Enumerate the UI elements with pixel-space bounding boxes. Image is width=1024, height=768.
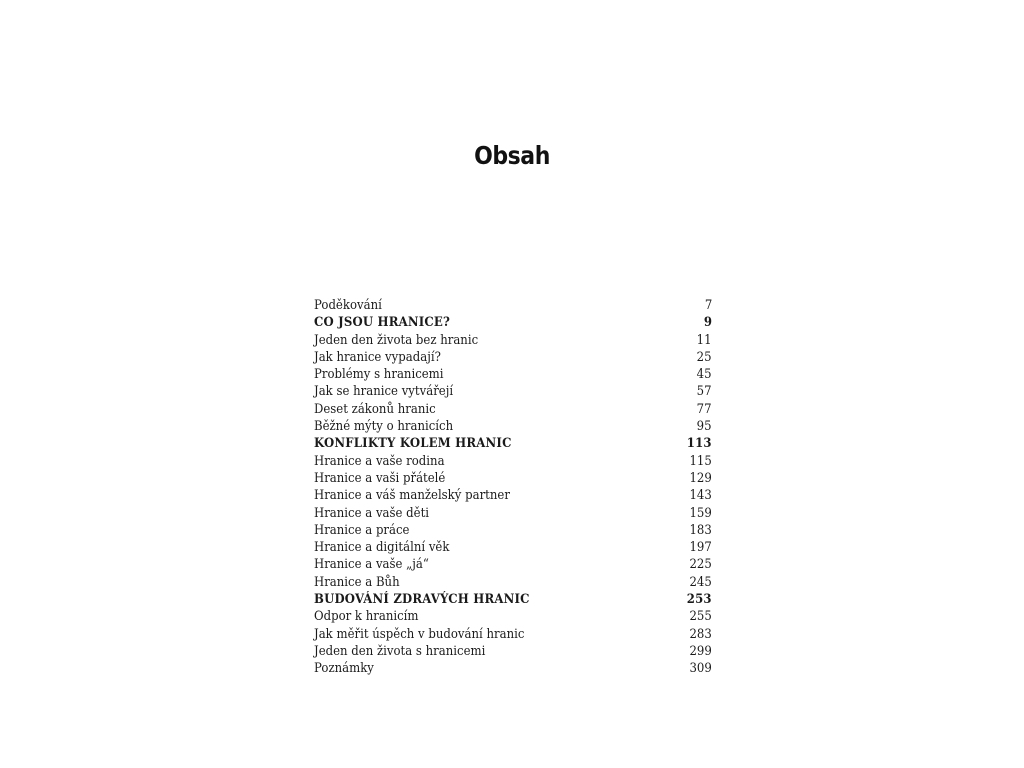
toc-page-number: 245 xyxy=(689,574,712,590)
toc-entry-label: Jak měřit úspěch v budování hranic xyxy=(314,626,525,642)
toc-page-number: 95 xyxy=(697,419,712,435)
toc-page-number: 45 xyxy=(697,367,712,383)
toc-part-heading xyxy=(314,435,712,452)
toc-entry xyxy=(314,297,712,314)
toc-page-number: 225 xyxy=(689,557,712,573)
toc-entry xyxy=(314,643,712,660)
toc-entry xyxy=(314,470,712,487)
toc-entry xyxy=(314,366,712,383)
toc-entry-label: Problémy s hranicemi xyxy=(314,367,444,383)
toc-entry xyxy=(314,556,712,573)
toc-page-number: 183 xyxy=(689,522,712,538)
toc-part-heading xyxy=(314,314,712,331)
toc-entry-label: Běžné mýty o hranicích xyxy=(314,419,454,435)
toc-part-heading xyxy=(314,591,712,608)
toc-entry-label: Jeden den života s hranicemi xyxy=(314,643,486,659)
toc-page-number: 77 xyxy=(697,401,712,417)
toc-entry-label: Jak hranice vypadají? xyxy=(314,349,441,365)
toc-page-number: 253 xyxy=(687,592,712,608)
toc-entry xyxy=(314,626,712,643)
toc-page-number: 11 xyxy=(697,332,712,348)
toc-entry xyxy=(314,418,712,435)
toc-entry xyxy=(314,608,712,625)
toc-entry xyxy=(314,487,712,504)
toc-entry-label: Hranice a Bůh xyxy=(314,574,400,590)
toc-page-number: 9 xyxy=(703,315,712,331)
toc-page-number: 57 xyxy=(697,384,712,400)
toc-page-number: 129 xyxy=(689,470,712,486)
toc-page-number: 309 xyxy=(689,661,712,677)
toc-entry-label: Hranice a vaše „já“ xyxy=(314,557,429,573)
toc-entry-label: Jeden den života bez hranic xyxy=(314,332,479,348)
toc-page-number: 143 xyxy=(689,488,712,504)
table-of-contents xyxy=(314,297,712,678)
toc-entry xyxy=(314,453,712,470)
toc-entry-label: KONFLIKTY KOLEM HRANIC xyxy=(314,436,512,452)
toc-entry xyxy=(314,574,712,591)
toc-entry xyxy=(314,539,712,556)
toc-page-number: 25 xyxy=(697,349,712,365)
toc-entry-label: Jak se hranice vytvářejí xyxy=(314,384,454,400)
toc-entry-label: Odpor k hranicím xyxy=(314,609,419,625)
toc-page-number: 197 xyxy=(689,540,712,556)
toc-page-number: 283 xyxy=(689,626,712,642)
toc-entry-label: Hranice a vaše rodina xyxy=(314,453,445,469)
page-title: Obsah xyxy=(474,141,550,170)
toc-entry-label: Hranice a vaši přátelé xyxy=(314,470,446,486)
toc-entry xyxy=(314,332,712,349)
toc-entry xyxy=(314,401,712,418)
toc-entry xyxy=(314,522,712,539)
toc-page-number: 159 xyxy=(689,505,712,521)
toc-page-number: 7 xyxy=(704,298,712,313)
toc-page-number: 255 xyxy=(689,609,712,625)
toc-entry-label: Deset zákonů hranic xyxy=(314,401,436,417)
toc-entry xyxy=(314,505,712,522)
toc-entry-label: CO JSOU HRANICE? xyxy=(314,315,451,331)
toc-page-number: 299 xyxy=(689,643,712,659)
toc-page-number: 115 xyxy=(689,453,712,469)
toc-entry-label: BUDOVÁNÍ ZDRAVÝCH HRANIC xyxy=(314,592,530,608)
toc-entry-label: Hranice a váš manželský partner xyxy=(314,488,510,504)
toc-page-number: 113 xyxy=(687,436,712,452)
toc-entry xyxy=(314,383,712,400)
toc-entry xyxy=(314,349,712,366)
toc-entry xyxy=(314,660,712,677)
toc-entry-label: Poděkování xyxy=(314,298,382,313)
toc-entry-label: Hranice a vaše děti xyxy=(314,505,430,521)
toc-entry-label: Poznámky xyxy=(314,661,374,677)
toc-entry-label: Hranice a práce xyxy=(314,522,410,538)
toc-entry-label: Hranice a digitální věk xyxy=(314,540,450,556)
